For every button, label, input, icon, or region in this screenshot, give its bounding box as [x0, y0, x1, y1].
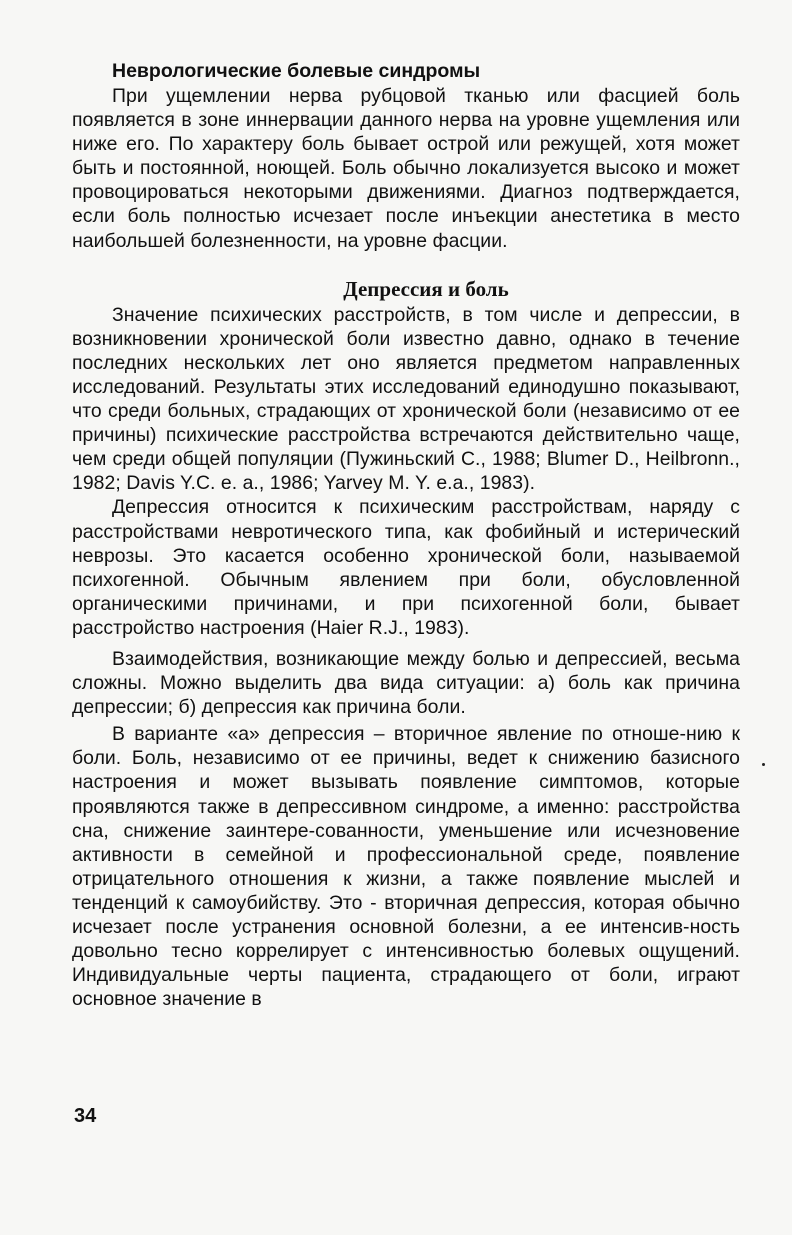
paragraph-mental-disorders: Значение психических расстройств, в том числе и депрессии, в возникновении хронической боли известно давно, однако в течение последних нескольких лет оно является предметом направленных исследований. Результаты этих исследований единодушно показывают, что среди больных, страдающих от хронической боли (независимо от ее причины) психические расстройства встречаются действительно чаще, чем среди общей популяции (Пужиньский С., 1988; Blumer D., Heilbronn., 1982; Davis Y.C. e. a., 1986; Yarvey M. Y. e.a., 1983).: [72, 303, 740, 495]
section-heading-neurological-pain: Неврологические болевые синдромы: [112, 60, 481, 82]
page-body: [72, 58, 740, 1011]
page-number: 34: [74, 1105, 97, 1127]
scan-speck: [762, 763, 765, 766]
paragraph-interactions: Взаимодействия, возникающие между болью и депрессией, весьма сложны. Можно выделить два вида ситуации: а) боль как причина депрессии; б) депрессия как причина боли.: [72, 647, 740, 719]
paragraph-variant-a: В варианте «а» депрессия – вторичное явление по отноше-нию к боли. Боль, независимо от ее причины, ведет к снижению базисного настроения и может вызывать появление симптомов, которые проявляются также в депрессивном синдроме, а именно: расстройства сна, снижение заинтере-сованности, уменьшение или исчезновение активности в семейной и профессиональной среде, появление отрицательного отношения к жизни, а также появление мыслей и тенденций к самоубийству. Это - вторичная депрессия, которая обычно исчезает после устранения основной болезни, а ее интенсив-ность довольно тесно коррелирует с интенсивностью болевых ощущений. Индивидуальные черты пациента, страдающего от боли, играют основное значение в: [72, 723, 740, 1011]
section-heading-depression-pain: Депрессия и боль: [343, 276, 509, 301]
paragraph-neurological-pain: При ущемлении нерва рубцовой тканью или фасцией боль появляется в зоне иннервации данного нерва на уровне ущемления или ниже его. По характеру боль бывает острой или режущей, хотя может быть и постоянной, ноющей. Боль обычно локализуется высоко и может провоцироваться некоторыми движениями. Диагноз подтверждается, если боль полностью исчезает после инъекции анестетика в место наибольшей болезненности, на уровне фасции.: [72, 85, 740, 252]
paragraph-depression-classification: Депрессия относится к психическим расстройствам, наряду с расстройствами невротического типа, как фобийный и истерический неврозы. Это касается особенно хронической боли, называемой психогенной. Обычным явлением при боли, обусловленной органическими причинами, и при психогенной боли, бывает расстройство настроения (Haier R.J., 1983).: [72, 496, 740, 639]
